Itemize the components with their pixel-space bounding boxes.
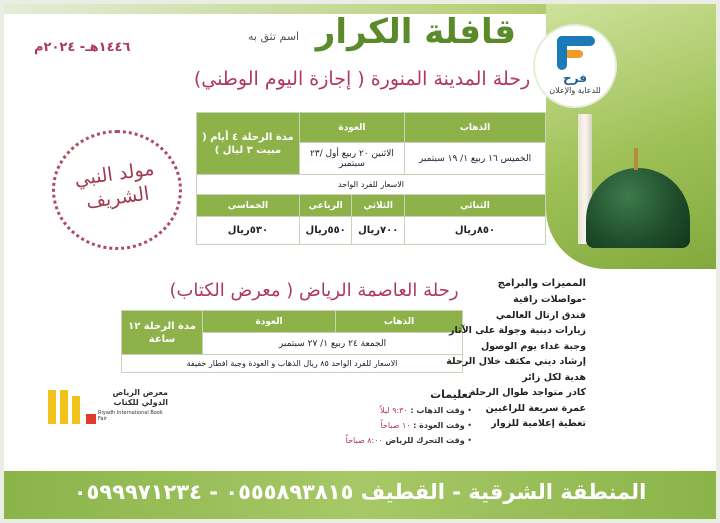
- feature-item: زيارات دينية وجولة على الآثار: [448, 325, 586, 336]
- feature-item: فندق ارتال العالمي: [495, 309, 586, 321]
- trip1-return-header: العودة: [299, 113, 404, 143]
- instruction-label: وقت العودة :: [413, 421, 465, 430]
- trip2-title: رحلة العاصمة الرياض ( معرض الكتاب): [169, 280, 459, 301]
- dome-spire: [634, 148, 638, 170]
- book-fair-mark: [48, 390, 96, 424]
- trip1-price-note: الاسعار للفرد الواحد: [197, 175, 546, 195]
- trip1-title: رحلة المدينة المنورة ( إجازة اليوم الوطني): [193, 68, 531, 90]
- instruction-label: وقت التحرك للرياض: [385, 436, 465, 445]
- instructions: [302, 388, 472, 448]
- feature-item: هدية لكل زائر: [522, 371, 586, 383]
- trip1-table: [196, 112, 546, 245]
- title-tagline: اسم تثق به: [248, 30, 300, 43]
- logo-tagline: للدعاية والإعلان: [549, 86, 601, 95]
- logo-name: فرح: [563, 71, 587, 85]
- feature-item: كادر متواجد طوال الرحلة: [469, 387, 586, 398]
- price-quint: ٥٣٠ريال: [197, 217, 300, 245]
- trip2-departure-header: الذهاب: [336, 311, 463, 333]
- instruction-item: • وقت الذهاب : ٩:٣٠ ليلاً: [380, 406, 472, 415]
- features-heading: المميزات والبرامج: [497, 278, 586, 289]
- farah-logo: [535, 26, 615, 106]
- instructions-heading: تعليمات: [430, 388, 472, 401]
- footer-bar: [4, 471, 716, 519]
- book-fair-name: معرض الرياض الدولي للكتاب: [112, 388, 168, 407]
- room-type-quint: الخماسي: [197, 195, 300, 217]
- trip2-return-header: العودة: [203, 311, 336, 333]
- instruction-item: • وقت العودة : ١٠ صباحاً: [380, 421, 472, 430]
- feature-item: وجبة غداء يوم الوصول: [480, 340, 586, 352]
- feature-item: عمرة سريعة للراغبين: [485, 402, 586, 414]
- trip1-duration: مدة الرحلة ٤ أيام ( مبيت ٣ ليال ): [197, 113, 300, 175]
- calligraphy-text: مولد النبي الشريف: [73, 157, 156, 214]
- book-fair-logo: [48, 386, 168, 428]
- trip2-table: [121, 310, 463, 373]
- instruction-value: ١٠ صباحاً: [380, 421, 411, 430]
- room-type-double: الثنائي: [405, 195, 546, 217]
- instruction-label: وقت الذهاب :: [410, 406, 465, 415]
- feature-item: تغطية إعلامية للزوار: [491, 418, 586, 429]
- trip1-return-date: الاثنين ٢٠ ربيع أول /٢٣ سبتمبر: [299, 143, 404, 175]
- price-triple: ٧٠٠ريال: [352, 217, 405, 245]
- trip1-departure-header: الذهاب: [405, 113, 546, 143]
- room-type-quad: الرباعي: [299, 195, 352, 217]
- mawlid-calligraphy: [52, 130, 180, 248]
- feature-item: -مواصلات راقية: [513, 294, 586, 305]
- page-title: قافلة الكرار: [315, 12, 516, 52]
- book-fair-english: Riyadh International Book Fair: [98, 410, 163, 422]
- logo-f-stem: [557, 36, 567, 70]
- instruction-value: ٨:٠٠ صباحاً: [345, 436, 383, 445]
- price-quad: ٥٥٠ريال: [299, 217, 352, 245]
- trip2-date: الجمعة ٢٤ ربيع ١/ ٢٧ سبتمبر: [203, 333, 463, 355]
- room-type-triple: الثلاثي: [352, 195, 405, 217]
- trip2-price-note: الاسعار للفرد الواحد ٨٥ ريال الذهاب و العودة وجبة افطار خفيفة: [122, 355, 463, 373]
- trip2-duration: مدة الرحلة ١٢ ساعة: [122, 311, 203, 355]
- footer-contact: المنطقة الشرقية - القطيف ٠٥٥٥٨٩٣٨١٥ - ٠٥٩٩٩٧١٢٣٤: [73, 480, 647, 504]
- flyer: [4, 4, 716, 519]
- price-double: ٨٥٠ريال: [405, 217, 546, 245]
- hijri-date: ١٤٤٦هـ- ٢٠٢٤م: [34, 40, 131, 55]
- instruction-value: ٩:٣٠ ليلاً: [380, 406, 408, 415]
- feature-item: إرشاد ديني مكثف خلال الرحلة: [446, 356, 586, 367]
- dome-cap: [586, 168, 690, 248]
- trip1-departure-date: الخميس ١٦ ربيع ١/ ١٩ سبتمبر: [405, 143, 546, 175]
- instruction-item: • وقت التحرك للرياض ٨:٠٠ صباحاً: [345, 436, 472, 445]
- green-dome-image: [578, 154, 698, 244]
